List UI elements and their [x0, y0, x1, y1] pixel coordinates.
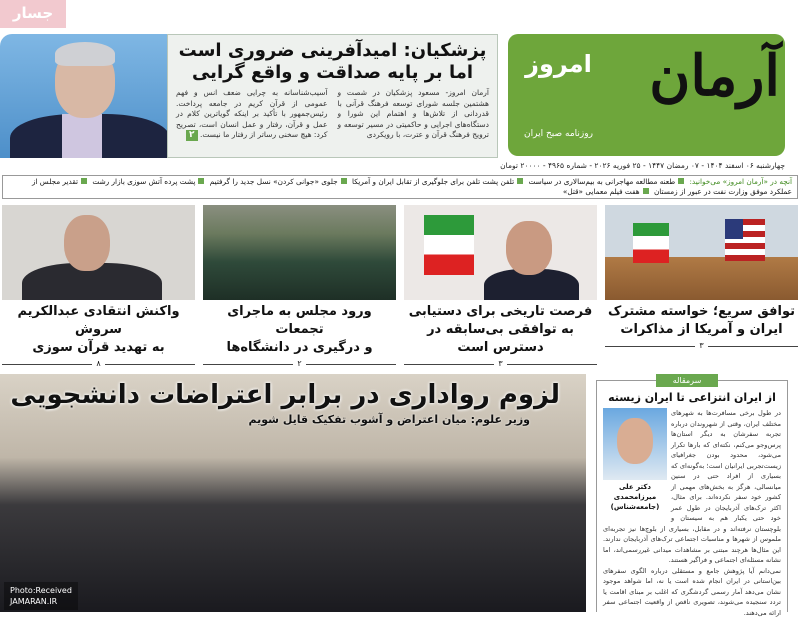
lead-headline-2[interactable]: اما بر پایه صداقت و واقع گرایی: [176, 62, 489, 84]
author-name: [603, 482, 667, 512]
dateline: چهارشنبه ۰۶ اسفند ۱۴۰۴ - ۰۷ رمضان ۱۴۴۷ - ۲۵ فوریه ۲۰۲۶ - شماره ۴۹۶۵ - ۲۰۰۰۰ تومان: [500, 160, 785, 172]
ticker-item[interactable]: تلفن پشت تلفن برای جلوگیری از تقابل ایران و آمریکا: [352, 177, 514, 186]
editorial-headline[interactable]: از ایران انتزاعی تا ایران زیسته: [603, 391, 781, 405]
page-number: ۳: [695, 341, 707, 350]
ticker-lead: آنچه در «آرمان امروز» می‌خوانید:: [689, 177, 792, 186]
newspaper-logo: آرمان: [605, 36, 780, 116]
author-role: (جامعه‌شناس): [611, 503, 660, 511]
section-tag: جسار: [0, 0, 66, 28]
story-photo-official: [404, 205, 597, 300]
story-headline[interactable]: فرصت تاریخی برای دستیابی: [409, 304, 592, 319]
ticker-item[interactable]: تقدیر مجلس از عملکرد موفق وزارت نفت در عبور از زمستان: [32, 177, 792, 196]
main-subhead[interactable]: وزیر علوم: میان اعتراض و آشوب تفکیک قایل شویم: [10, 412, 560, 428]
author-photo: [603, 408, 667, 480]
story-photo-parliament: [203, 205, 396, 300]
ticker-item[interactable]: پشت پرده آتش سوزی بازار رشت: [92, 177, 195, 186]
logo-subtitle: امروز: [516, 48, 601, 80]
ticker-item[interactable]: جلوی «جوانی کردن» نسل جدید را گرفتیم: [210, 177, 338, 186]
story-card[interactable]: [203, 205, 396, 370]
story-photo-flags: [605, 205, 798, 300]
author-name-text: دکتر علی میرزامحمدی: [614, 483, 657, 501]
ticker-item[interactable]: طعنه مطالعه مهاجرانی به بیم‌سالاری در سیاست: [528, 177, 675, 186]
lead-headline-1[interactable]: پزشکیان: امیدآفرینی ضروری است: [176, 40, 489, 62]
editorial-column: [596, 374, 788, 612]
lead-story[interactable]: [167, 34, 498, 158]
story-card[interactable]: [605, 205, 798, 370]
story-headline[interactable]: به توافقی بی‌سابقه در دسترس است: [427, 322, 574, 355]
editorial-text: در طول برخی مسافرت‌ها به شهرهای مختلف ایران، وقتی از شهروندان درباره تجربه سفرشان به دیگر استان‌ها پرس‌وجو می‌کنم، نکته‌ای که بارها تکرار می‌شود، محدود بودن جغرافیای زیست‌تجربی ایرانیان است؛ به‌گونه‌ای که بسیاری از افراد حتی در سنین میانسالی، هرگز به بخش‌های مهمی از کشور خود سفر نکرده‌اند. برای مثال، اکثر ترک‌های آذربایجان در طول عمر خود حتی یکبار هم به سیستان و بلوچستان نرفته‌اند و در مقابل، بسیاری از بلوچ‌ها نیز تجربه‌ای ملموس از شهرها و مناسبات اجتماعی ترک‌های آذربایجان ندارند. این مثال‌ها هرچند مبتنی بر مشاهدات میدانی غیررسمی‌اند، اما نشانه مسئله‌ای اجتماعی و فراگیر هستند.: [603, 408, 781, 566]
photo-credit-source: JAMARAN.IR: [10, 596, 72, 607]
editorial-text: نمی‌دانم آیا پژوهش جامع و مستقلی درباره الگوی سفرهای بین‌استانی در ایران انجام شده است یا نه، اما شواهد موجود نشان می‌دهد آمار رسمی گردشگری که اغلب بر مبنای اقامت یا تردد سنجیده می‌شوند، تصویری ناقص از واقعیت اجتماعی سفر ارائه می‌دهند.: [603, 566, 781, 618]
story-photo-soroush: [2, 205, 195, 300]
lead-photo: [0, 34, 167, 158]
story-headline[interactable]: توافق سریع؛ خواسته مشترک: [608, 304, 795, 319]
story-headline[interactable]: و درگیری در دانشگاه‌ها: [226, 340, 372, 355]
story-headline[interactable]: واکنش انتقادی عبدالکریم سروش: [17, 304, 179, 337]
story-card[interactable]: [2, 205, 195, 370]
page-number: ۸: [92, 359, 104, 368]
ticker-item[interactable]: هفت فیلم معمایی «قتل»: [563, 187, 640, 196]
stories-row: [0, 205, 800, 370]
lead-body-left: آسیب‌شناسانه به چرایی ضعف انس و فهم عمومی از قرآن کریم در جامعه پرداخت. رئیس‌جمهور با تأکید بر اینکه گویاترین کلام در عمل و قرآن، رفتار و عمل انسان است، تصریح کرد: هیچ سخنی رساتر از رفتار ما نیست.: [176, 88, 328, 139]
page-number: ۲: [186, 130, 198, 141]
page-number: ۲: [293, 359, 305, 368]
photo-credit: [4, 582, 78, 610]
lower-section: [0, 205, 800, 612]
page-number: ۳: [494, 359, 506, 368]
story-card[interactable]: [404, 205, 597, 370]
main-story[interactable]: [0, 374, 586, 612]
story-headline[interactable]: ایران و آمریکا از مذاکرات: [620, 322, 782, 337]
headline-ticker: [2, 175, 798, 199]
photo-credit-line: Photo:Received: [10, 585, 72, 596]
story-headline[interactable]: ورود مجلس به ماجرای تجمعات: [227, 304, 372, 337]
tagline: روزنامه صبح ایران: [516, 128, 601, 140]
bottom-row: [0, 374, 800, 612]
editorial-box[interactable]: [596, 380, 788, 612]
editorial-label: سرمقاله: [656, 374, 718, 387]
lead-body-right: آرمان امروز- مسعود پزشکیان در شصت و هشتمین جلسه شورای توسعه فرهنگ قرآنی با قدردانی از تلاش‌ها و اهتمام این شورا و دستگاه‌های اجرایی و حاکمیتی در مسیر توسعه و ترویج فرهنگ قرآن و عترت، با رویکردی: [338, 88, 490, 141]
story-headline[interactable]: به تهدید قرآن سوزی: [32, 340, 164, 355]
main-headline[interactable]: لزوم رواداری در برابر اعتراضات دانشجویی: [10, 378, 560, 412]
